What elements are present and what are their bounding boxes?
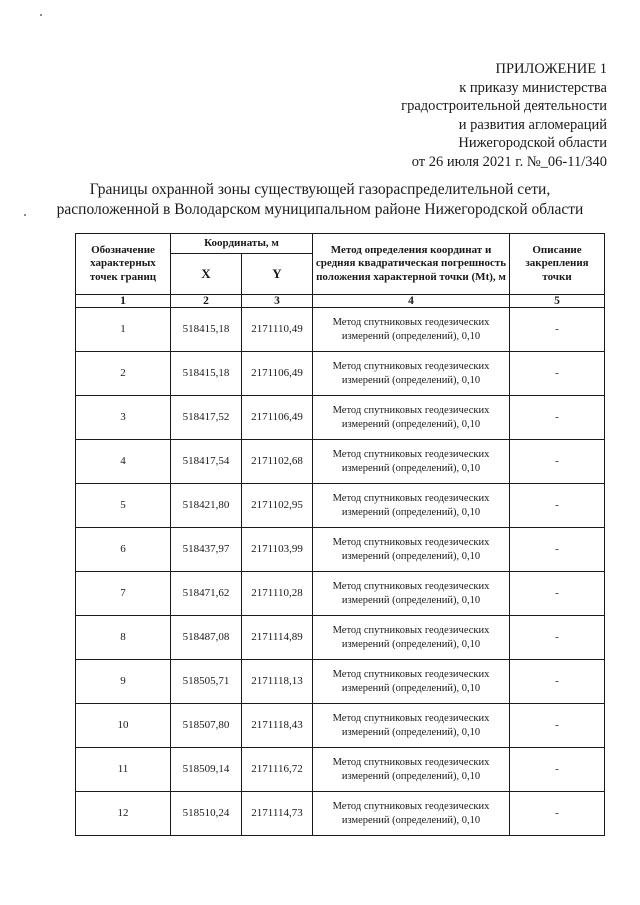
point-number: 12 bbox=[76, 792, 171, 836]
order-line: к приказу министерства bbox=[459, 79, 607, 96]
coordinate-x: 518421,80 bbox=[171, 484, 242, 528]
coordinate-x: 518505,71 bbox=[171, 660, 242, 704]
point-number: 6 bbox=[76, 528, 171, 572]
coordinate-x: 518509,14 bbox=[171, 748, 242, 792]
coordinate-x: 518471,62 bbox=[171, 572, 242, 616]
coordinate-y: 2171110,28 bbox=[242, 572, 313, 616]
point-number: 4 bbox=[76, 440, 171, 484]
description: - bbox=[510, 484, 605, 528]
description: - bbox=[510, 396, 605, 440]
header-method: Метод определения координат и средняя квадратическая погрешность положения характерной точки (Mt), м bbox=[313, 234, 510, 295]
header-y: Y bbox=[242, 254, 313, 295]
description: - bbox=[510, 572, 605, 616]
column-number: 4 bbox=[313, 295, 510, 308]
coordinate-y: 2171102,68 bbox=[242, 440, 313, 484]
point-number: 8 bbox=[76, 616, 171, 660]
header-coordinates: Координаты, м bbox=[171, 234, 313, 254]
point-number: 2 bbox=[76, 352, 171, 396]
coordinate-y: 2171114,89 bbox=[242, 616, 313, 660]
appendix-number: ПРИЛОЖЕНИЕ 1 bbox=[495, 61, 607, 77]
method-text: Метод спутниковых геодезических измерений (определений), 0,10 bbox=[313, 352, 510, 396]
coordinate-x: 518487,08 bbox=[171, 616, 242, 660]
method-text: Метод спутниковых геодезических измерений (определений), 0,10 bbox=[313, 308, 510, 352]
method-text: Метод спутниковых геодезических измерений (определений), 0,10 bbox=[313, 704, 510, 748]
method-text: Метод спутниковых геодезических измерений (определений), 0,10 bbox=[313, 748, 510, 792]
description: - bbox=[510, 308, 605, 352]
coordinate-y: 2171102,95 bbox=[242, 484, 313, 528]
point-number: 9 bbox=[76, 660, 171, 704]
point-number: 5 bbox=[76, 484, 171, 528]
description: - bbox=[510, 440, 605, 484]
method-text: Метод спутниковых геодезических измерений (определений), 0,10 bbox=[313, 484, 510, 528]
coordinate-x: 518415,18 bbox=[171, 352, 242, 396]
method-text: Метод спутниковых геодезических измерений (определений), 0,10 bbox=[313, 528, 510, 572]
ministry-line: градостроительной деятельности bbox=[401, 98, 607, 115]
coordinate-x: 518507,80 bbox=[171, 704, 242, 748]
method-text: Метод спутниковых геодезических измерений (определений), 0,10 bbox=[313, 660, 510, 704]
table-row bbox=[76, 528, 605, 572]
table-row bbox=[76, 440, 605, 484]
description: - bbox=[510, 528, 605, 572]
region-line: Нижегородской области bbox=[458, 135, 607, 152]
table-row bbox=[76, 616, 605, 660]
coordinate-y: 2171110,49 bbox=[242, 308, 313, 352]
method-text: Метод спутниковых геодезических измерений (определений), 0,10 bbox=[313, 440, 510, 484]
column-number: 5 bbox=[510, 295, 605, 308]
table-row bbox=[76, 352, 605, 396]
header-description: Описание закрепления точки bbox=[510, 234, 605, 295]
table-row bbox=[76, 396, 605, 440]
method-text: Метод спутниковых геодезических измерений (определений), 0,10 bbox=[313, 792, 510, 836]
description: - bbox=[510, 792, 605, 836]
table-row bbox=[76, 660, 605, 704]
title-line: Границы охранной зоны существующей газораспределительной сети, bbox=[89, 181, 551, 198]
description: - bbox=[510, 352, 605, 396]
coordinate-x: 518510,24 bbox=[171, 792, 242, 836]
description: - bbox=[510, 748, 605, 792]
table-row bbox=[76, 704, 605, 748]
table-row bbox=[76, 792, 605, 836]
column-number: 2 bbox=[171, 295, 242, 308]
point-number: 7 bbox=[76, 572, 171, 616]
description: - bbox=[510, 660, 605, 704]
table-row bbox=[76, 748, 605, 792]
method-text: Метод спутниковых геодезических измерений (определений), 0,10 bbox=[313, 616, 510, 660]
coordinate-x: 518415,18 bbox=[171, 308, 242, 352]
coordinate-x: 518417,54 bbox=[171, 440, 242, 484]
appendix-header bbox=[347, 60, 607, 172]
coordinate-y: 2171103,99 bbox=[242, 528, 313, 572]
point-number: 3 bbox=[76, 396, 171, 440]
coordinate-y: 2171116,72 bbox=[242, 748, 313, 792]
coordinate-y: 2171114,73 bbox=[242, 792, 313, 836]
title-line: расположенной в Володарском муниципальном районе Нижегородской области bbox=[56, 201, 584, 218]
table-row bbox=[76, 308, 605, 352]
point-number: 10 bbox=[76, 704, 171, 748]
coordinate-y: 2171118,13 bbox=[242, 660, 313, 704]
coordinate-x: 518417,52 bbox=[171, 396, 242, 440]
table-row bbox=[76, 484, 605, 528]
header-point: Обозначение характерных точек границ bbox=[76, 234, 171, 295]
method-text: Метод спутниковых геодезических измерений (определений), 0,10 bbox=[313, 396, 510, 440]
column-number: 3 bbox=[242, 295, 313, 308]
coordinate-y: 2171118,43 bbox=[242, 704, 313, 748]
boundary-points-table bbox=[75, 233, 605, 836]
coordinate-y: 2171106,49 bbox=[242, 352, 313, 396]
point-number: 11 bbox=[76, 748, 171, 792]
scan-speck bbox=[40, 14, 42, 16]
description: - bbox=[510, 704, 605, 748]
point-number: 1 bbox=[76, 308, 171, 352]
column-number: 1 bbox=[76, 295, 171, 308]
coordinate-x: 518437,97 bbox=[171, 528, 242, 572]
method-text: Метод спутниковых геодезических измерений (определений), 0,10 bbox=[313, 572, 510, 616]
description: - bbox=[510, 616, 605, 660]
ministry-line: и развития агломераций bbox=[458, 116, 607, 133]
order-date-number: от 26 июля 2021 г. №_06-11/340 bbox=[411, 153, 607, 170]
table-row bbox=[76, 572, 605, 616]
coordinate-y: 2171106,49 bbox=[242, 396, 313, 440]
header-x: X bbox=[171, 254, 242, 295]
document-title bbox=[0, 180, 640, 220]
